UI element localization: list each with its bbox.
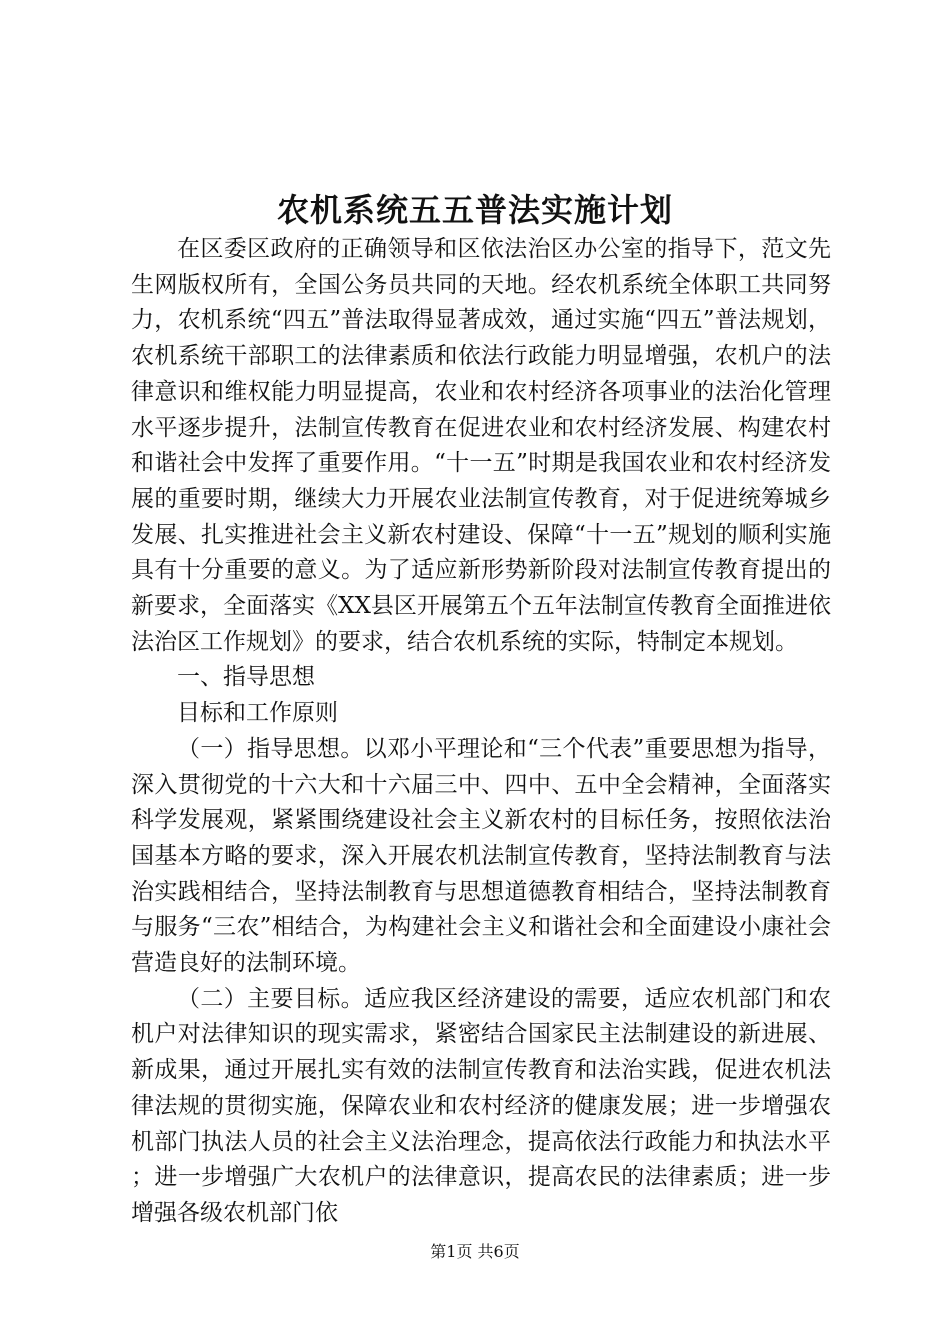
document-body (131, 232, 831, 1232)
paragraph-guiding-ideology: （一）指导思想。以邓小平理论和“三个代表”重要思想为指导，深入贯彻党的十六大和十六届三中、四中、五中全会精神，全面落实科学发展观，紧紧围绕建设社会主义新农村的目标任务，按照依法治国基本方略的要求，深入开展农机法制宣传教育，坚持法制教育与法治实践相结合，坚持法制教育与思想道德教育相结合，坚持法制教育与服务“三农”相结合，为构建社会主义和谐社会和全面建设小康社会营造良好的法制环境。 (131, 735, 831, 977)
paragraph-intro: 在区委区政府的正确领导和区依法治区办公室的指导下，范文先生网版权所有，全国公务员共同的天地。经农机系统全体职工共同努力，农机系统“四五”普法取得显著成效，通过实施“四五”普法规划，农机系统干部职工的法律素质和依法行政能力明显增强，农机户的法律意识和维权能力明显提高，农业和农村经济各项事业的法治化管理水平逐步提升，法制宣传教育在促进农业和农村经济发展、构建农村和谐社会中发挥了重要作用。“十一五”时期是我国农业和农村经济发展的重要时期，继续大力开展农业法制宣传教育，对于促进统筹城乡发展、扎实推进社会主义新农村建设、保障“十一五”规划的顺利实施具有十分重要的意义。为了适应新形势新阶段对法制宣传教育提出的新要求，全面落实《XX县区开展第五个五年法制宣传教育全面推进依法治区工作规划》的要求，结合农机系统的实际，特制定本规划。 (131, 236, 831, 655)
page-number-footer: 第1页 共6页 (430, 1242, 520, 1261)
section-heading-goals-principles: 目标和工作原则 (177, 700, 338, 727)
paragraph-main-goals: （二）主要目标。适应我区经济建设的需要，适应农机部门和农机户对法律知识的现实需求，紧密结合国家民主法制建设的新进展、新成果，通过开展扎实有效的法制宣传教育和法治实践，促进农机法律法规的贯彻实施，保障农业和农村经济的健康发展；进一步增强农机部门执法人员的社会主义法治理念，提高依法行政能力和执法水平；进一步增强广大农机户的法律意识，提高农民的法律素质；进一步增强各级农机部门依 (131, 985, 831, 1226)
section-heading-guiding-ideology: 一、指导思想 (177, 664, 315, 691)
document-title: 农机系统五五普法实施计划 (276, 191, 673, 229)
